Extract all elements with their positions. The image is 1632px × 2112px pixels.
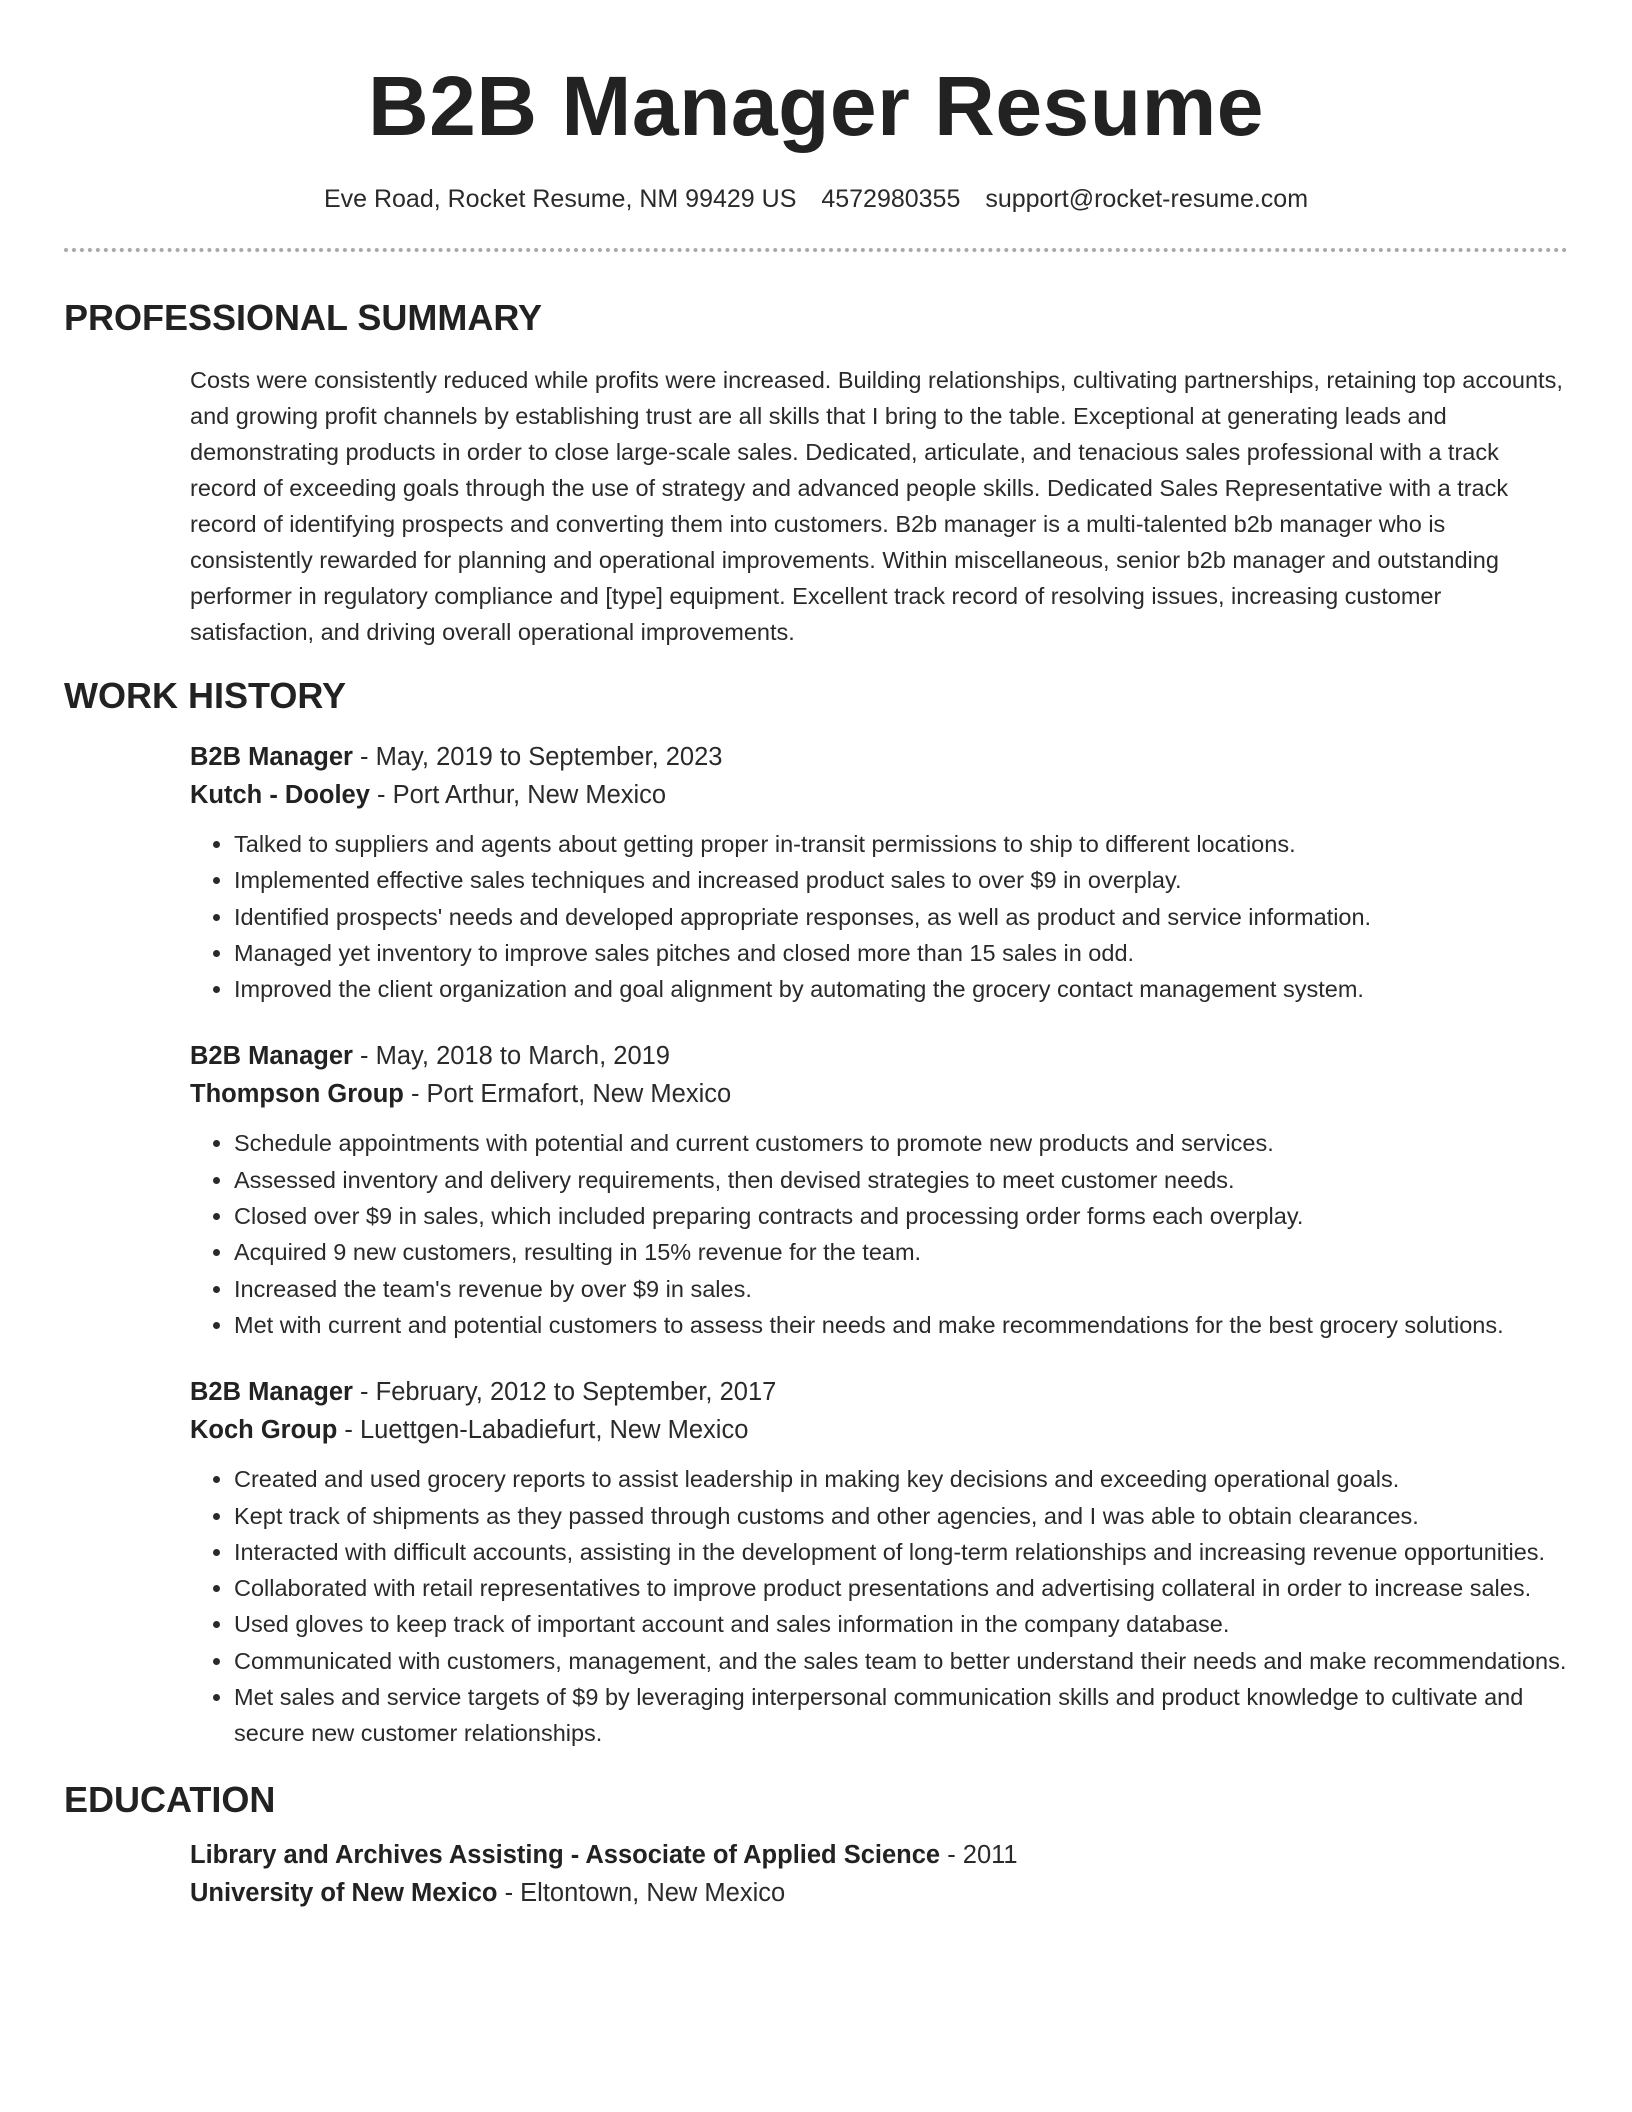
list-item: • Created and used grocery reports to assist leadership in making key decisions and exceeding operational goals. [234, 1461, 1568, 1497]
job-bullets [190, 826, 1568, 1007]
education-degree: Library and Archives Assisting - Associate of Applied Science [190, 1840, 941, 1869]
job-title-line [190, 1373, 1568, 1411]
list-item: • Collaborated with retail representatives to improve product presentations and advertising collateral in order to increase sales. [234, 1570, 1568, 1606]
job-entry [190, 738, 1568, 1007]
list-item: • Kept track of shipments as they passed through customs and other agencies, and I was able to obtain clearances. [234, 1498, 1568, 1534]
job-company-line [190, 1411, 1568, 1449]
contact-line [64, 182, 1568, 216]
list-item: • Used gloves to keep track of important account and sales information in the company database. [234, 1606, 1568, 1642]
job-dates: - May, 2019 to September, 2023 [352, 743, 723, 771]
list-item: • Met sales and service targets of $9 by leveraging interpersonal communication skills and product knowledge to cultivate and secure new customer relationships. [234, 1679, 1568, 1752]
summary-text: Costs were consistently reduced while profits were increased. Building relationships, cultivating partnerships, retaining top accounts, and growing profit channels by establishing trust are all skills that I bring to the table. Exceptional at generating leads and demonstrating products in order to close large-scale sales. Dedicated, articulate, and tenacious sales professional with a track record of exceeding goals through the use of strategy and advanced people skills. Dedicated Sales Representative with a track record of identifying prospects and converting them into customers. B2b manager is a multi-talented b2b manager who is consistently rewarded for planning and operational improvements. Within miscellaneous, senior b2b manager and outstanding performer in regulatory compliance and [type] equipment. Excellent track record of resolving issues, increasing customer satisfaction, and driving overall operational improvements. [190, 367, 1563, 645]
list-item: • Closed over $9 in sales, which included preparing contracts and processing order forms each overplay. [234, 1198, 1568, 1234]
education-section [64, 1778, 1568, 1912]
list-item: • Improved the client organization and goal alignment by automating the grocery contact management system. [234, 971, 1568, 1007]
job-dates: - May, 2018 to March, 2019 [352, 1042, 670, 1071]
job-role: B2B Manager [190, 1378, 353, 1407]
education-heading: EDUCATION [64, 1778, 276, 1820]
list-item: • Assessed inventory and delivery requirements, then devised strategies to meet customer needs. [234, 1162, 1568, 1198]
list-item: • Implemented effective sales techniques and increased product sales to over $9 in overplay. [234, 862, 1568, 898]
list-item: • Met with current and potential customers to assess their needs and make recommendations for the best grocery solutions. [234, 1307, 1568, 1343]
contact-phone: 4572980355 [821, 185, 961, 213]
list-item: • Managed yet inventory to improve sales pitches and closed more than 15 sales in odd. [234, 935, 1568, 971]
job-company-line [190, 776, 1568, 814]
list-item: • Communicated with customers, management, and the sales team to better understand their needs and make recommendations. [234, 1643, 1568, 1679]
job-location: - Port Arthur, New Mexico [369, 781, 667, 809]
job-title-line [190, 1037, 1568, 1075]
job-company: Kutch - Dooley [190, 781, 370, 809]
job-bullets [190, 1125, 1568, 1343]
job-company-line [190, 1075, 1568, 1113]
header-divider [64, 248, 1568, 252]
job-entry [190, 1037, 1568, 1343]
education-year: - 2011 [940, 1840, 1018, 1869]
job-role: B2B Manager [190, 743, 353, 771]
job-location: - Luettgen-Labadiefurt, New Mexico [337, 1416, 749, 1445]
job-dates: - February, 2012 to September, 2017 [352, 1378, 777, 1407]
list-item: • Schedule appointments with potential and current customers to promote new products and services. [234, 1125, 1568, 1161]
list-item: • Talked to suppliers and agents about getting proper in-transit permissions to ship to different locations. [234, 826, 1568, 862]
education-school: University of New Mexico [190, 1878, 498, 1907]
job-role: B2B Manager [190, 1042, 353, 1071]
work-history-section [64, 674, 1568, 1752]
list-item: • Identified prospects' needs and developed appropriate responses, as well as product and service information. [234, 899, 1568, 935]
education-entry [190, 1836, 1568, 1912]
job-company: Thompson Group [190, 1080, 404, 1109]
education-location: - Eltontown, New Mexico [497, 1878, 786, 1907]
resume-title: B2B Manager Resume [368, 59, 1264, 153]
list-item: • Interacted with difficult accounts, assisting in the development of long-term relationships and increasing revenue opportunities. [234, 1534, 1568, 1570]
job-entry [190, 1373, 1568, 1751]
list-item: • Increased the team's revenue by over $9 in sales. [234, 1271, 1568, 1307]
work-history-heading: WORK HISTORY [64, 675, 347, 716]
job-title-line [190, 738, 1568, 776]
list-item: • Acquired 9 new customers, resulting in 15% revenue for the team. [234, 1234, 1568, 1270]
summary-section [64, 296, 1568, 650]
summary-heading: PROFESSIONAL SUMMARY [64, 297, 543, 338]
contact-email: support@rocket-resume.com [985, 185, 1309, 213]
education-degree-line [190, 1836, 1568, 1874]
job-bullets [190, 1461, 1568, 1751]
job-location: - Port Ermafort, New Mexico [403, 1080, 732, 1109]
job-company: Koch Group [190, 1416, 338, 1445]
contact-address: Eve Road, Rocket Resume, NM 99429 US [323, 185, 797, 213]
education-school-line [190, 1874, 1568, 1912]
